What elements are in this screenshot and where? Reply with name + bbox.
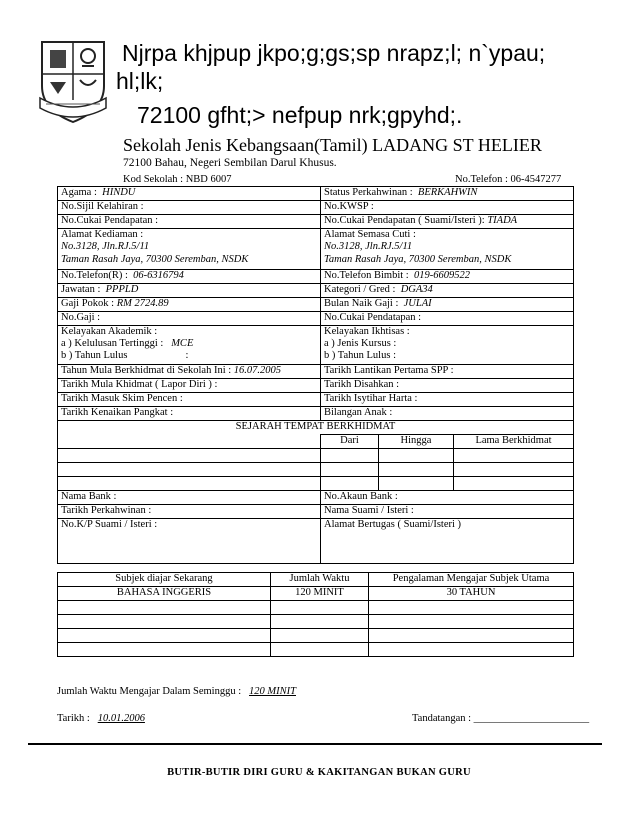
- school-crest-logo: [36, 38, 110, 126]
- harta-label: Tarikh Isytihar Harta :: [321, 393, 574, 407]
- alamat-cuti-label: Alamat Semasa Cuti :: [324, 229, 416, 240]
- table-row: [58, 298, 574, 312]
- jumlah-label: Jumlah Waktu Mengajar Dalam Seminggu :: [57, 686, 242, 697]
- alamat-cuti-line1: No.3128, Jln.RJ.5/11: [324, 241, 413, 252]
- personal-details-table: [57, 186, 574, 564]
- school-name: Sekolah Jenis Kebangsaan(Tamil) LADANG ST HELIER: [123, 135, 542, 155]
- gaji-pokok-label: Gaji Pokok :: [61, 298, 115, 309]
- table-row: [58, 573, 574, 587]
- tarikh-label: Tarikh :: [57, 713, 90, 724]
- table-row: [58, 519, 574, 564]
- suami-label: Nama Suami / Isteri :: [321, 505, 574, 519]
- akaun-label: No.Akaun Bank :: [321, 491, 574, 505]
- gaji-pokok-value: RM 2724.89: [116, 298, 169, 309]
- bulan-naik-value: JULAI: [403, 298, 432, 309]
- alamat-label: Alamat Kediaman :: [61, 229, 144, 240]
- jumlah-value: 120 MINIT: [249, 686, 296, 697]
- table-row: [58, 421, 574, 435]
- ikhtisas-label: Kelayakan Ikhtisas :: [324, 326, 410, 337]
- kwsp-label: No.KWSP :: [321, 201, 574, 215]
- tarikh-row: [57, 713, 145, 724]
- tel-bimbit-value: 019-6609522: [413, 270, 470, 281]
- disahkan-label: Tarikh Disahkan :: [321, 379, 574, 393]
- subjek-minutes: 120 MINIT: [271, 587, 369, 601]
- pencen-label: Tarikh Masuk Skim Pencen :: [58, 393, 321, 407]
- bulan-naik-label: Bulan Naik Gaji :: [324, 298, 399, 309]
- kp-label: No.K/P Suami / Isteri :: [58, 519, 321, 564]
- agama-value: HINDU: [102, 187, 136, 198]
- alamat-cuti-line2: Taman Rasah Jaya, 70300 Seremban, NSDK: [324, 254, 512, 265]
- subjek-col-1: Subjek diajar Sekarang: [58, 573, 271, 587]
- akademik-a-value: MCE: [171, 338, 194, 349]
- akademik-a-label: a ) Kelulusan Tertinggi :: [61, 338, 164, 349]
- mula-sekolah-value: 16.07.2005: [233, 365, 282, 376]
- kenaikan-label: Tarikh Kenaikan Pangkat :: [58, 407, 321, 421]
- status-label: Status Perkahwinan :: [324, 187, 413, 198]
- table-row: [58, 643, 574, 657]
- ikhtisas-b-label: b ) Tahun Lulus :: [324, 350, 396, 361]
- table-row: [58, 365, 574, 379]
- divider-line: [28, 743, 602, 745]
- cukai-label: No.Cukai Pendapatan :: [58, 215, 321, 229]
- tamil-title-line2: hl;lk;: [116, 68, 164, 94]
- tel-bimbit-label: No.Telefon Bimbit :: [324, 270, 409, 281]
- alamat-line1: No.3128, Jln.RJ.5/11: [61, 241, 150, 252]
- no-cukai-label: No.Cukai Pendatapan :: [321, 312, 574, 326]
- subjek-col-3: Pengalaman Mengajar Subjek Utama: [369, 573, 574, 587]
- table-row: [58, 393, 574, 407]
- tel-r-value: 06-6316794: [133, 270, 184, 281]
- school-phone: No.Telefon : 06-4547277: [455, 174, 562, 185]
- subjek-col-2: Jumlah Waktu: [271, 573, 369, 587]
- school-address: 72100 Bahau, Negeri Sembilan Darul Khusus.: [123, 157, 337, 169]
- subject-table: [57, 572, 574, 657]
- table-row: [58, 326, 574, 365]
- sejarah-col-dari: Dari: [321, 435, 379, 449]
- table-row: [58, 505, 574, 519]
- table-row: [58, 187, 574, 201]
- kahwin-label: Tarikh Perkahwinan :: [58, 505, 321, 519]
- status-value: BERKAHWIN: [417, 187, 478, 198]
- subjek-name: BAHASA INGGERIS: [58, 587, 271, 601]
- ikhtisas-a-label: a ) Jenis Kursus :: [324, 338, 397, 349]
- table-row: [58, 601, 574, 615]
- tarikh-value: 10.01.2006: [97, 713, 145, 724]
- table-row: [58, 463, 574, 477]
- agama-label: Agama :: [61, 187, 97, 198]
- jawatan-label: Jawatan :: [61, 284, 101, 295]
- table-row: [58, 491, 574, 505]
- akademik-b-label: b ) Tahun Lulus: [61, 350, 128, 361]
- anak-label: Bilangan Anak :: [321, 407, 574, 421]
- alamat-line2: Taman Rasah Jaya, 70300 Seremban, NSDK: [61, 254, 249, 265]
- akademik-b-colon: :: [185, 350, 189, 361]
- cukai-suami-label: No.Cukai Pendapatan ( Suami/Isteri ):: [324, 215, 485, 226]
- kategori-label: Kategori / Gred :: [324, 284, 396, 295]
- subjek-experience: 30 TAHUN: [369, 587, 574, 601]
- table-row: [58, 284, 574, 298]
- sejarah-title: SEJARAH TEMPAT BERKHIDMAT: [58, 421, 574, 435]
- no-gaji-label: No.Gaji :: [58, 312, 321, 326]
- bank-label: Nama Bank :: [58, 491, 321, 505]
- table-row: [58, 215, 574, 229]
- table-row: [58, 629, 574, 643]
- table-row: [58, 449, 574, 463]
- table-row: [58, 379, 574, 393]
- jawatan-value: PPPLD: [105, 284, 139, 295]
- school-code: Kod Sekolah : NBD 6007: [123, 174, 232, 185]
- table-row: [58, 477, 574, 491]
- tamil-title-line1: Njrpa khjpup jkpo;g;gs;sp nrapz;l; n`ypau;: [122, 40, 546, 66]
- footer-title: BUTIR-BUTIR DIRI GURU & KAKITANGAN BUKAN GURU: [167, 767, 471, 778]
- alamat-bertugas-label: Alamat Bertugas ( Suami/Isteri ): [321, 519, 574, 564]
- table-row: [58, 229, 574, 270]
- sijil-label: No.Sijil Kelahiran :: [58, 201, 321, 215]
- tamil-address-line: 72100 gfht;> nefpup nrk;gpyhd;.: [137, 102, 463, 128]
- cukai-suami-value: TIADA: [487, 215, 518, 226]
- sejarah-col-hingga: Hingga: [379, 435, 454, 449]
- table-row: [58, 312, 574, 326]
- akademik-label: Kelayakan Akademik :: [61, 326, 158, 337]
- tel-r-label: No.Telefon(R) :: [61, 270, 128, 281]
- mula-sekolah-label: Tahun Mula Berkhidmat di Sekolah Ini :: [61, 365, 232, 376]
- sejarah-col-lama: Lama Berkhidmat: [454, 435, 574, 449]
- tandatangan-label: Tandatangan : ______________________: [412, 713, 590, 724]
- lantikan-label: Tarikh Lantikan Pertama SPP :: [321, 365, 574, 379]
- table-row: [58, 587, 574, 601]
- table-row: [58, 615, 574, 629]
- kategori-value: DGA34: [400, 284, 433, 295]
- mula-berkhidmat-label: Tarikh Mula Khidmat ( Lapor Diri ) :: [58, 379, 321, 393]
- table-row: [58, 435, 574, 449]
- table-row: [58, 407, 574, 421]
- table-row: [58, 270, 574, 284]
- table-row: [58, 201, 574, 215]
- jumlah-waktu-row: [57, 686, 296, 697]
